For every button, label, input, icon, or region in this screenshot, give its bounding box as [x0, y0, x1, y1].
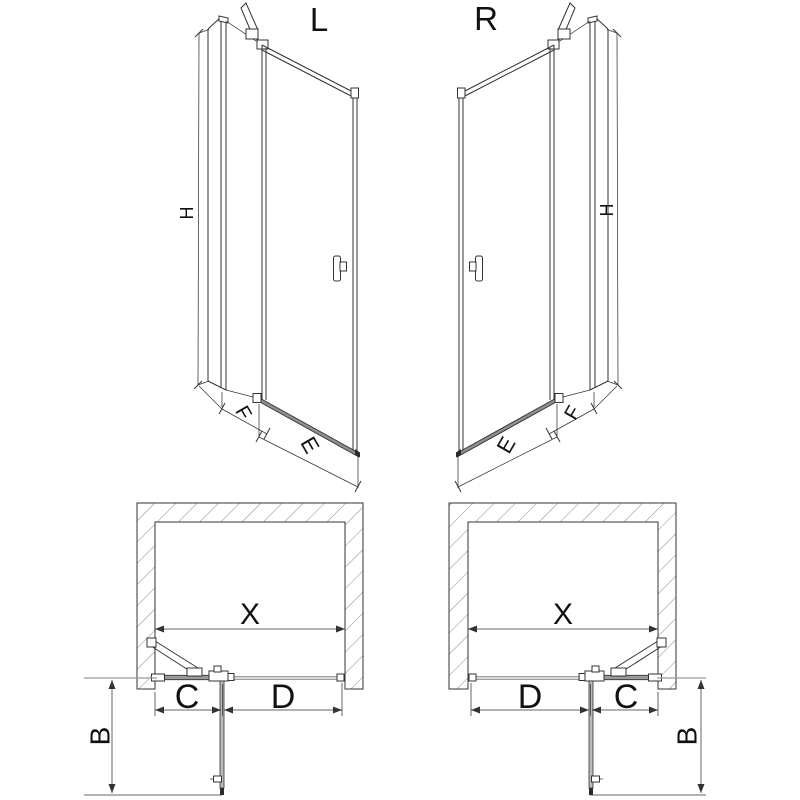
figure-perspective-left [177, 1, 361, 492]
fixed-panel-left [208, 16, 259, 398]
dim-label-door-segment-right: D [517, 678, 543, 716]
dim-label-swing-depth-right: B [671, 726, 703, 746]
door-left [253, 45, 360, 458]
plan-hinge-left [209, 666, 234, 681]
dim-label-height-right: H [597, 203, 617, 217]
dim-label-fixed-width-right: F [560, 402, 586, 424]
dim-height-right [597, 29, 622, 389]
wall-plan-left [137, 503, 363, 689]
dim-label-door-width-left: E [295, 432, 325, 458]
dim-segments-right [471, 678, 658, 716]
dim-swing-depth-right [590, 678, 706, 795]
plan-hinge-right [579, 666, 604, 681]
plan-door-handle-right [592, 776, 600, 782]
dim-height-left [177, 29, 209, 389]
threshold-end-cap-right [555, 394, 563, 403]
dim-opening-width-right [468, 598, 658, 631]
dim-segments-left [155, 678, 342, 716]
dim-swing-depth-left [84, 678, 222, 795]
threshold-end-cap-left [253, 394, 261, 403]
dim-opening-width-left [155, 598, 345, 631]
support-arm-right [548, 3, 575, 49]
dim-label-opening-width-left: X [239, 598, 261, 631]
figure-plan-right [449, 503, 706, 795]
figure-perspective-right [455, 0, 622, 492]
door-top-cap-left [351, 88, 359, 98]
wall-plan-right [449, 503, 676, 689]
dim-label-height-left: H [177, 206, 197, 220]
plan-door-open-left [210, 681, 224, 795]
dim-label-door-segment-left: D [270, 678, 296, 716]
dim-label-opening-width-right: X [552, 598, 574, 631]
door-right [456, 45, 563, 458]
figure-plan-left [84, 503, 363, 795]
plan-door-handle-left [214, 776, 222, 782]
variant-label-left: L [309, 1, 329, 38]
dim-label-fixed-segment-right: C [613, 678, 639, 716]
dim-label-fixed-width-left: F [230, 402, 256, 424]
plan-door-open-right [589, 681, 603, 795]
variant-label-right: R [474, 0, 498, 37]
dim-label-door-width-right: E [491, 432, 521, 458]
dim-label-swing-depth-left: B [84, 726, 116, 746]
door-handle-right [476, 256, 483, 281]
door-handle-left [334, 256, 341, 281]
dim-label-fixed-segment-left: C [174, 678, 200, 716]
door-top-cap-right [458, 88, 466, 98]
support-arm-left [241, 3, 268, 49]
